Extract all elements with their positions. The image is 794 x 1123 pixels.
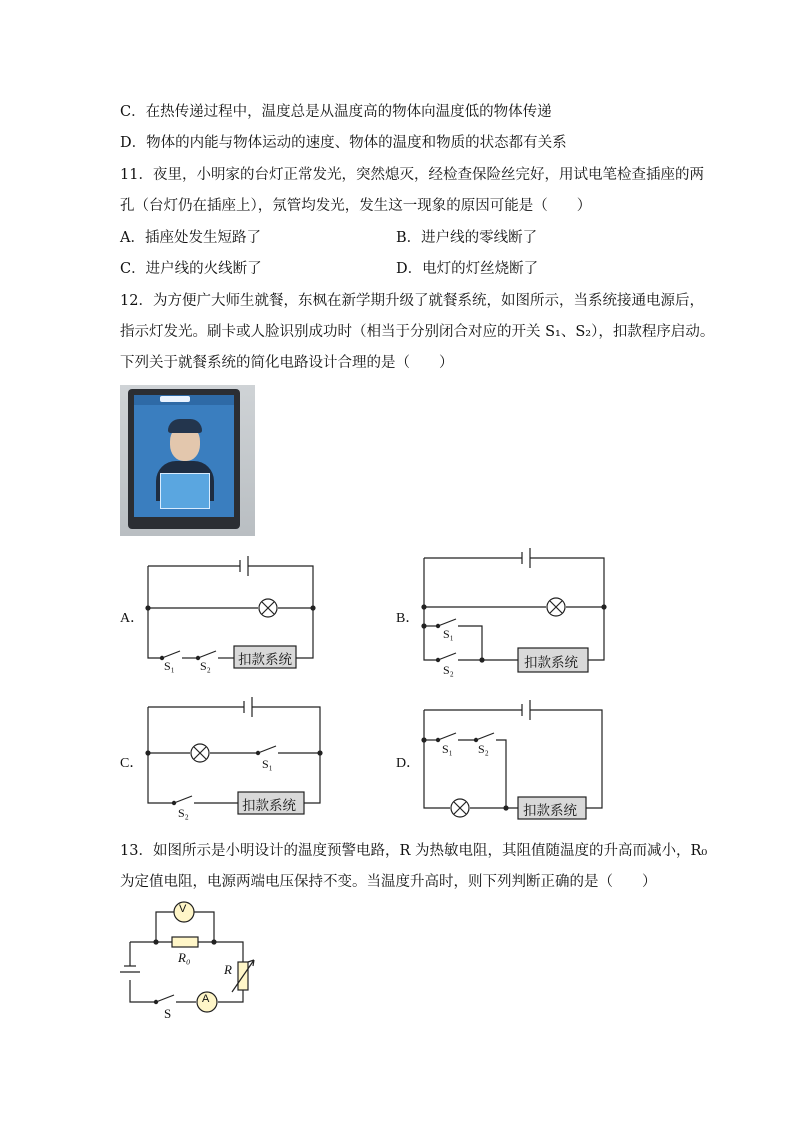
r0-label: R₀: [178, 950, 191, 965]
ammeter-label: A: [202, 993, 210, 1005]
circuit-b-system-text: 扣款系统: [524, 655, 578, 671]
circuit-c-label: C．: [120, 756, 144, 771]
circuit-d-s1: S₁: [442, 742, 453, 756]
q11-option-c: C．进户线的火线断了: [120, 261, 262, 277]
q11-option-d: D．电灯的灯丝烧断了: [396, 261, 539, 277]
q11-option-b: B．进户线的零线断了: [396, 230, 538, 246]
circuit-c: [146, 697, 322, 805]
circuit-a-s2: S₂: [200, 659, 211, 673]
circuit-a-system-text: 扣款系统: [238, 652, 292, 668]
q13-stem-line2: 为定值电阻，电源两端电压保持不变。当温度升高时，则下列判断正确的是（ ）: [120, 874, 657, 890]
circuit-d-s2: S₂: [478, 742, 489, 756]
circuit-b-label: B．: [396, 611, 420, 626]
r-label: R: [224, 962, 232, 977]
q12-stem-line3: 下列关于就餐系统的简化电路设计合理的是（ ）: [120, 355, 454, 371]
q12-stem-line1: 12．为方便广大师生就餐，东枫在新学期升级了就餐系统，如图所示，当系统接通电源后，: [120, 293, 704, 309]
voltmeter-label: V: [179, 903, 187, 915]
circuit-a: [146, 556, 315, 660]
q10-option-d: D．物体的内能与物体运动的速度、物体的温度和物质的状态都有关系: [120, 135, 567, 151]
q12-stem-line2: 指示灯发光。刷卡或人脸识别成功时（相当于分别闭合对应的开关 S₁、S₂），扣款程序启动。: [120, 324, 715, 340]
resistor-r0: [172, 937, 198, 947]
q11-stem-line1: 11．夜里，小明家的台灯正常发光，突然熄灭，经检查保险丝完好，用试电笔检查插座的两: [120, 167, 704, 183]
q13-stem-line1: 13．如图所示是小明设计的温度预警电路，R 为热敏电阻，其阻值随温度的升高而减小，R₀: [120, 843, 708, 859]
circuit-b-s2: S₂: [443, 663, 454, 677]
circuit-d-system-text: 扣款系统: [523, 803, 577, 819]
circuit-c-s2: S₂: [178, 806, 189, 820]
circuit-c-system-text: 扣款系统: [242, 798, 296, 814]
circuit-a-label: A．: [120, 611, 145, 626]
circuit-a-s1: S₁: [164, 659, 175, 673]
circuit-b: [422, 548, 606, 662]
q11-stem-line2: 孔（台灯仍在插座上），氖管均发光，发生这一现象的原因可能是（ ）: [120, 198, 592, 214]
circuit-d-label: D．: [396, 756, 421, 771]
q10-option-c: C．在热传递过程中，温度总是从温度高的物体向温度低的物体传递: [120, 104, 552, 120]
q11-option-a: A．插座处发生短路了: [120, 230, 261, 246]
switch-s-label: S: [164, 1006, 172, 1021]
circuit-c-s1: S₁: [262, 757, 273, 771]
circuit-b-s1: S₁: [443, 627, 454, 641]
